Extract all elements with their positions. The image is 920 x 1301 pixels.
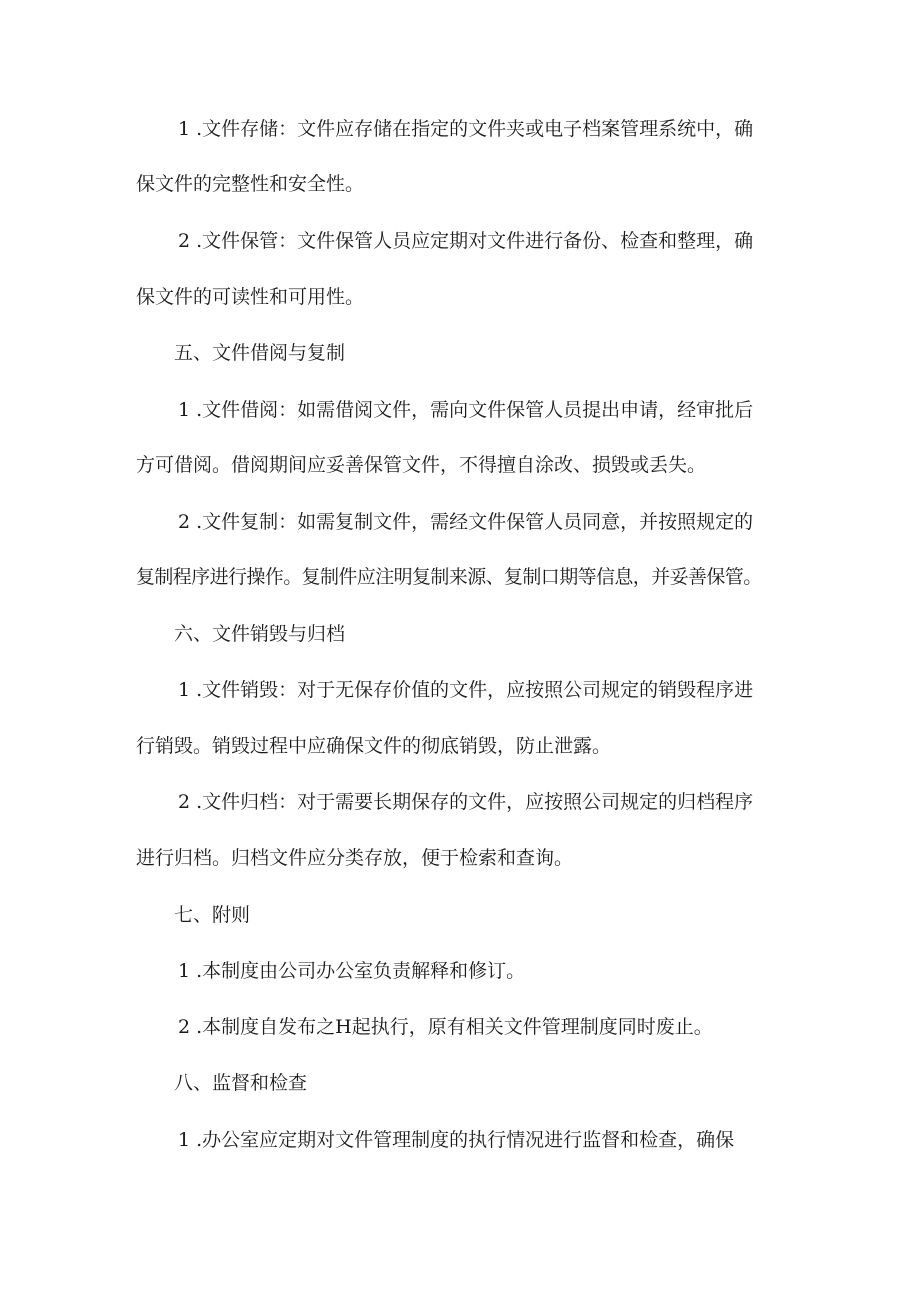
paragraph-line: 1 .文件存储：文件应存储在指定的文件夹或电子档案管理系统中，确 — [178, 118, 754, 140]
paragraph-line: 2 .本制度自发布之H起执行，原有相关文件管理制度同时废止。 — [178, 1016, 713, 1038]
section-heading: 六、文件销毁与归档 — [174, 623, 346, 645]
paragraph-line: 1 .本制度由公司办公室负责解释和修订。 — [178, 960, 526, 982]
paragraph-line: 1 .办公室应定期对文件管理制度的执行情况进行监督和检查，确保 — [178, 1129, 735, 1151]
paragraph-line: 复制程序进行操作。复制件应注明复制来源、复制口期等信息，并妥善保管。 — [136, 566, 762, 588]
paragraph-line: 2 .文件保管：文件保管人员应定期对文件进行备份、检查和整理，确 — [178, 230, 754, 252]
paragraph-line: 1 .文件销毁：对于无保存价值的文件，应按照公司规定的销毁程序进 — [178, 679, 754, 701]
section-heading: 五、文件借阅与复制 — [174, 342, 346, 364]
paragraph-line: 保文件的可读性和可用性。 — [136, 286, 365, 308]
paragraph-line: 2 .文件归档：对于需要长期保存的文件，应按照公司规定的归档程序 — [178, 791, 754, 813]
paragraph-line: 方可借阅。借阅期间应妥善保管文件，不得擅自涂改、损毁或丢失。 — [136, 454, 707, 476]
paragraph-line: 保文件的完整性和安全性。 — [136, 173, 365, 195]
paragraph-line: 1 .文件借阅：如需借阅文件，需向文件保管人员提出申请，经审批后 — [178, 399, 754, 421]
paragraph-line: 行销毁。销毁过程中应确保文件的彻底销毁，防止泄露。 — [136, 735, 612, 757]
paragraph-line: 进行归档。归档文件应分类存放，便于检索和查询。 — [136, 847, 574, 869]
section-heading: 八、监督和检查 — [174, 1072, 308, 1094]
section-heading: 七、附则 — [174, 904, 251, 926]
paragraph-line: 2 .文件复制：如需复制文件，需经文件保管人员同意，并按照规定的 — [178, 511, 754, 533]
